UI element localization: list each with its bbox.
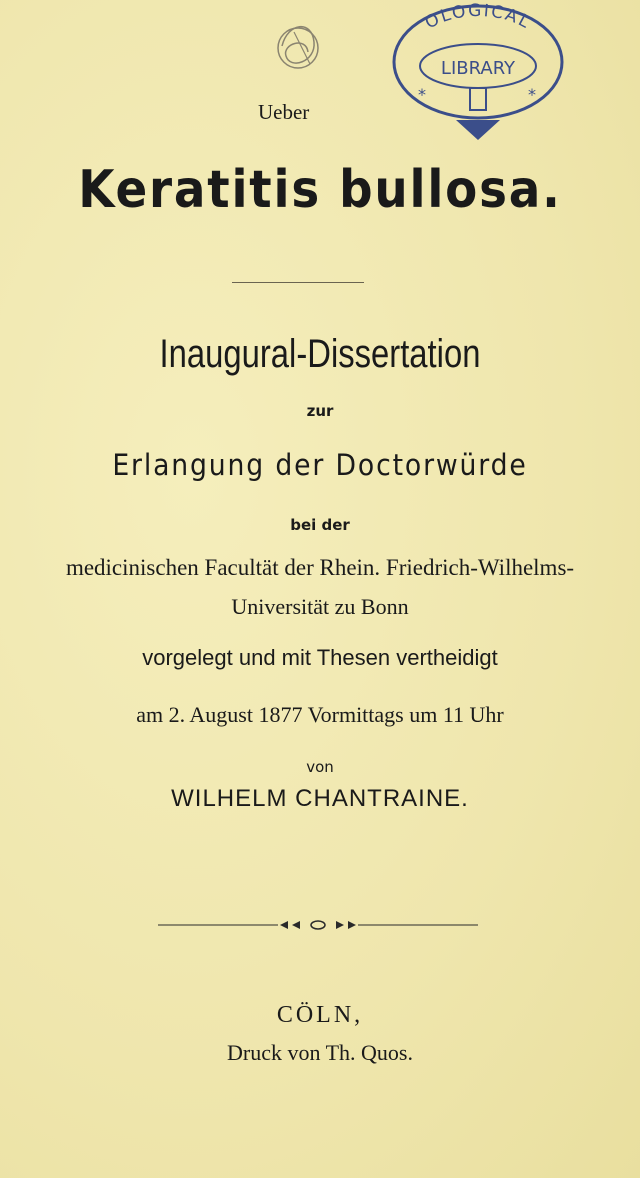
author-name: WILHELM CHANTRAINE. xyxy=(171,785,469,812)
stamp-center-text: LIBRARY xyxy=(440,58,516,79)
zur-text: zur xyxy=(306,402,334,420)
imprint-city: CÖLN, xyxy=(276,1002,364,1028)
von-text: von xyxy=(306,758,334,776)
svg-text:*: * xyxy=(528,85,536,104)
svg-text:OLOGICAL xyxy=(422,1,534,34)
faculty-line: medicinischen Facultät der Rhein. Friedrich-Wilhelms- xyxy=(65,555,575,580)
university-line: Universität zu Bonn xyxy=(231,594,409,619)
stamp-top-text: OLOGICAL xyxy=(421,0,535,34)
title-prefix: Ueber xyxy=(258,100,310,124)
imprint-printer: Druck von Th. Quos. xyxy=(227,1040,413,1065)
vorgelegt-line: vorgelegt und mit Thesen vertheidigt xyxy=(142,645,498,670)
divider-rule xyxy=(232,282,364,283)
svg-text:*: * xyxy=(418,85,426,104)
page-title: Keratitis bullosa. xyxy=(78,160,562,220)
ornamental-rule xyxy=(158,918,478,932)
dissertation-heading: Inaugural-Dissertation xyxy=(159,332,481,376)
date-line: am 2. August 1877 Vormittags um 11 Uhr xyxy=(136,702,504,727)
bei-der-text: bei der xyxy=(290,516,350,534)
erlangung-line: Erlangung der Doctorwürde xyxy=(112,448,528,482)
monogram-emblem xyxy=(268,12,328,82)
library-stamp xyxy=(378,0,578,146)
